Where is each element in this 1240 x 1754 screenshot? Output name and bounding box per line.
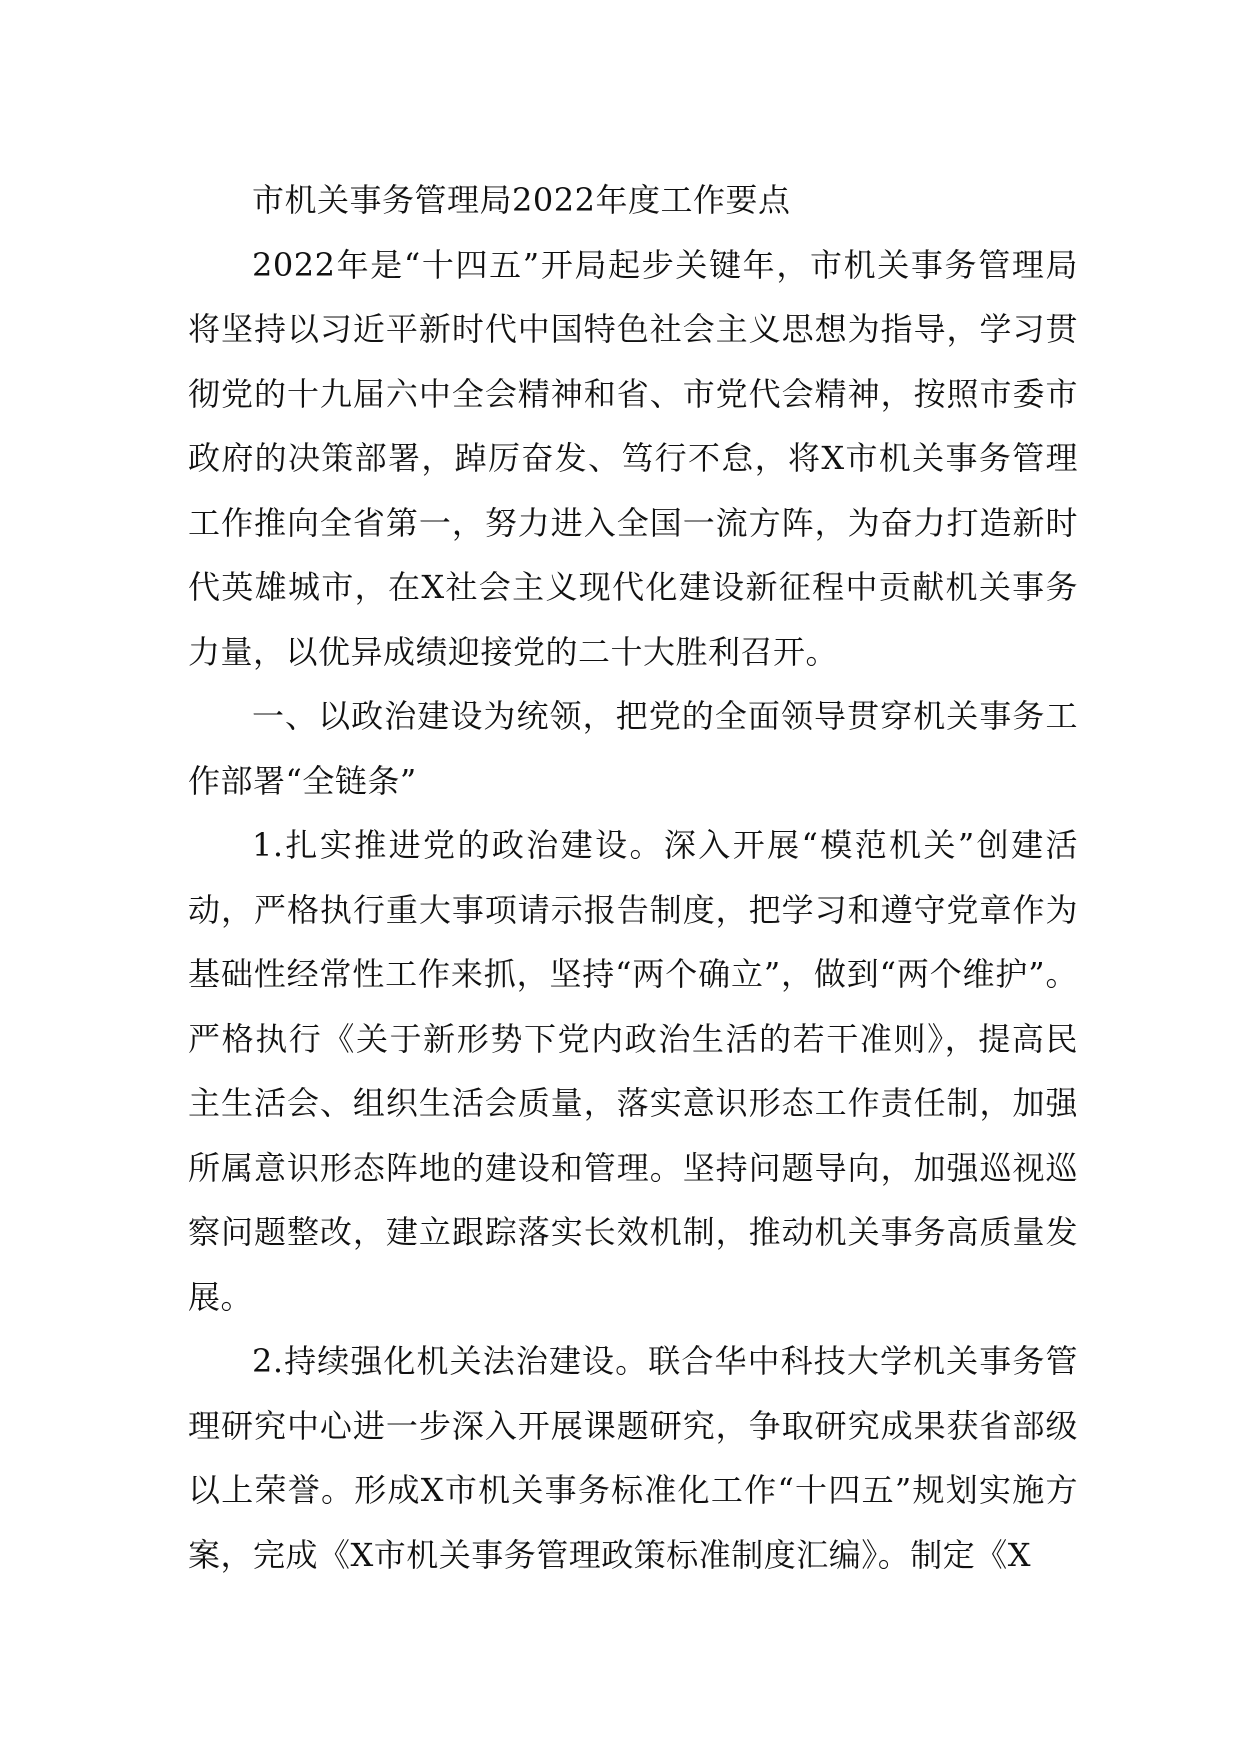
document-body bbox=[188, 168, 1078, 1587]
document-title: 市机关事务管理局2022年度工作要点 bbox=[252, 181, 791, 219]
section-heading-1: 一、以政治建设为统领，把党的全面领导贯穿机关事务工作部署“全链条” bbox=[188, 697, 1078, 800]
item-paragraph-2: 2.持续强化机关法治建设。联合华中科技大学机关事务管理研究中心进一步深入开展课题研究，争取研究成果获省部级以上荣誉。形成X市机关事务标准化工作“十四五”规划实施方案，完成《X市机关事务管理政策标准制度汇编》。制定《X bbox=[188, 1342, 1078, 1574]
intro-paragraph: 2022年是“十四五”开局起步关键年，市机关事务管理局将坚持以习近平新时代中国特色社会主义思想为指导，学习贯彻党的十九届六中全会精神和省、市党代会精神，按照市委市政府的决策部署，踔厉奋发、笃行不怠，将X市机关事务管理工作推向全省第一，努力进入全国一流方阵，为奋力打造新时代英雄城市，在X社会主义现代化建设新征程中贡献机关事务力量，以优异成绩迎接党的二十大胜利召开。 bbox=[188, 245, 1078, 671]
item-paragraph-1: 1.扎实推进党的政治建设。深入开展“模范机关”创建活动，严格执行重大事项请示报告制度，把学习和遵守党章作为基础性经常性工作来抓，坚持“两个确立”，做到“两个维护”。严格执行《关于新形势下党内政治生活的若干准则》，提高民主生活会、组织生活会质量，落实意识形态工作责任制，加强所属意识形态阵地的建设和管理。坚持问题导向，加强巡视巡察问题整改，建立跟踪落实长效机制，推动机关事务高质量发展。 bbox=[188, 826, 1078, 1316]
